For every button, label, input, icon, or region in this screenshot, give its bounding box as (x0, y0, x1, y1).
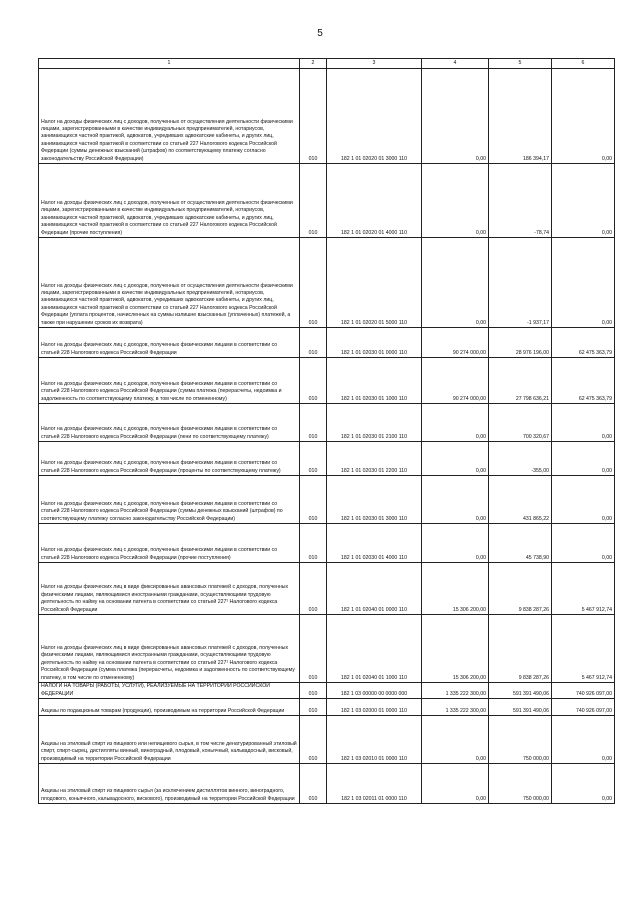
column-header: 5 (489, 59, 552, 69)
row-value-col4: 90 274 000,00 (422, 358, 489, 404)
row-line-code: 010 (300, 164, 327, 238)
row-value-col6: 0,00 (552, 442, 615, 476)
row-line-code: 010 (300, 615, 327, 683)
row-budget-code: 182 1 01 02020 01 4000 110 (327, 164, 422, 238)
row-value-col4: 0,00 (422, 716, 489, 764)
row-description: Налог на доходы физических лиц с доходов, полученных физическими лицами в соответствии со статьей 228 Налогового кодекса Российской Федерации (прочие поступления) (39, 524, 300, 563)
column-number-row (39, 59, 615, 69)
revenue-report-table (38, 58, 615, 804)
row-budget-code: 182 1 01 02040 01 0000 110 (327, 563, 422, 615)
row-value-col4: 0,00 (422, 238, 489, 328)
row-value-col5: -78,74 (489, 164, 552, 238)
table-row (39, 358, 615, 404)
row-budget-code: 182 1 03 02000 01 0000 110 (327, 699, 422, 716)
row-value-col6: 740 926 097,00 (552, 683, 615, 699)
table-row (39, 716, 615, 764)
row-value-col4: 1 335 222 300,00 (422, 699, 489, 716)
row-value-col4: 15 306 200,00 (422, 563, 489, 615)
row-value-col5: 431 865,22 (489, 476, 552, 524)
row-budget-code: 182 1 01 02030 01 4000 110 (327, 524, 422, 563)
row-value-col5: 591 391 490,06 (489, 683, 552, 699)
row-description: Налог на доходы физических лиц с доходов, полученных физическими лицами в соответствии со статьей 228 Налогового кодекса Российской Федерации (39, 328, 300, 358)
table-row (39, 524, 615, 563)
row-value-col5: -1 937,17 (489, 238, 552, 328)
row-description: Налог на доходы физических лиц с доходов, полученных физическими лицами в соответствии со статьей 228 Налогового кодекса Российской Федерации (проценты по соответствующему платежу) (39, 442, 300, 476)
row-value-col4: 0,00 (422, 164, 489, 238)
row-description: Налог на доходы физических лиц с доходов, полученных физическими лицами в соответствии со статьей 228 Налогового кодекса Российской Федерации (сумма платежа (перерасчеты, недоимка и задолженность по соответствующему платежу, в том числе по отмененному) (39, 358, 300, 404)
row-value-col6: 5 467 912,74 (552, 615, 615, 683)
row-line-code: 010 (300, 699, 327, 716)
row-value-col6: 740 926 097,00 (552, 699, 615, 716)
row-value-col4: 90 274 000,00 (422, 328, 489, 358)
row-value-col4: 0,00 (422, 442, 489, 476)
row-value-col5: 700 320,67 (489, 404, 552, 442)
row-value-col6: 0,00 (552, 69, 615, 164)
row-budget-code: 182 1 01 02020 01 5000 110 (327, 238, 422, 328)
row-value-col6: 0,00 (552, 164, 615, 238)
row-description: Налог на доходы физических лиц с доходов, полученных от осуществления деятельности физическими лицами, зарегистрированными в качестве индивидуальных предпринимателей, нотариусов, занимающихся частной практикой, адвокатов, учредивших адвокатские кабинеты, и других лиц, занимающихся частной практикой в соответствии со статьей 227 Налогового кодекса Российской Федерации (суммы денежных взысканий (штрафов) по соответствующему платежу согласно законодательству Российской Федерации) (39, 69, 300, 164)
table-row (39, 238, 615, 328)
row-line-code: 010 (300, 683, 327, 699)
row-description: Акцизы по подакцизным товарам (продукции), производимым на территории Российской Федерации (39, 699, 300, 716)
row-budget-code: 182 1 01 02020 01 3000 110 (327, 69, 422, 164)
row-budget-code: 182 1 01 02030 01 1000 110 (327, 358, 422, 404)
table-row (39, 328, 615, 358)
table-row (39, 404, 615, 442)
column-header: 6 (552, 59, 615, 69)
row-budget-code: 182 1 01 02030 01 0000 110 (327, 328, 422, 358)
row-value-col6: 62 475 363,79 (552, 328, 615, 358)
row-value-col4: 15 306 200,00 (422, 615, 489, 683)
row-value-col4: 1 335 222 300,00 (422, 683, 489, 699)
table-row (39, 164, 615, 238)
table-row (39, 476, 615, 524)
row-description: НАЛОГИ НА ТОВАРЫ (РАБОТЫ, УСЛУГИ), РЕАЛИЗУЕМЫЕ НА ТЕРРИТОРИИ РОССИЙСКОЙ ФЕДЕРАЦИИ (39, 683, 300, 699)
row-description: Акцизы на этиловый спирт из пищевого или непищевого сырья, в том числе денатурированный этиловый спирт, спирт-сырец, дистилляты винный, виноградный, плодовый, коньячный, кальвадосный, висковый, производимый на территории Российской Федерации (39, 716, 300, 764)
row-description: Налог на доходы физических лиц с доходов, полученных физическими лицами в соответствии со статьей 228 Налогового кодекса Российской Федерации (пени по соответствующему платежу) (39, 404, 300, 442)
row-value-col5: 186 394,17 (489, 69, 552, 164)
table-row (39, 699, 615, 716)
row-description: Налог на доходы физических лиц в виде фиксированных авансовых платежей с доходов, полученных физическими лицами, являющимися иностранными гражданами, осуществляющими трудовую деятельность по найму на основании патента в соответствии со статьей 227¹ Налогового кодекса Российской Федерации (сумма платежа (перерасчеты, недоимка и задолженность по соответствующему платежу, в том числе по отмененному) (39, 615, 300, 683)
row-description: Налог на доходы физических лиц с доходов, полученных от осуществления деятельности физическими лицами, зарегистрированными в качестве индивидуальных предпринимателей, нотариусов, занимающихся частной практикой, адвокатов, учредивших адвокатские кабинеты, и других лиц, занимающихся частной практикой в соответствии со статьей 227 Налогового кодекса Российской Федерации (уплата процентов, начисленных на суммы излишне взысканных (уплаченных) платежей, а также при нарушении сроков их возврата) (39, 238, 300, 328)
row-value-col6: 0,00 (552, 764, 615, 804)
row-budget-code: 182 1 01 02030 01 3000 110 (327, 476, 422, 524)
row-value-col4: 0,00 (422, 524, 489, 563)
row-value-col6: 0,00 (552, 238, 615, 328)
row-value-col4: 0,00 (422, 476, 489, 524)
row-line-code: 010 (300, 764, 327, 804)
row-line-code: 010 (300, 442, 327, 476)
row-value-col6: 0,00 (552, 476, 615, 524)
table-row (39, 764, 615, 804)
row-value-col6: 5 467 912,74 (552, 563, 615, 615)
page-number: 5 (317, 28, 323, 39)
row-description: Налог на доходы физических лиц в виде фиксированных авансовых платежей с доходов, полученных физическими лицами, являющимися иностранными гражданами, осуществляющими трудовую деятельность по найму на основании патента в соответствии со статьей 227¹ Налогового кодекса Российской Федерации (39, 563, 300, 615)
row-line-code: 010 (300, 328, 327, 358)
row-description: Налог на доходы физических лиц с доходов, полученных физическими лицами в соответствии со статьей 228 Налогового кодекса Российской Федерации (суммы денежных взысканий (штрафов) по соответствующему платежу согласно законодательству Российской Федерации) (39, 476, 300, 524)
row-description: Акцизы на этиловый спирт из пищевого сырья (за исключением дистиллятов винного, виноградного, плодового, коньячного, кальвадосного, вискового), производимый на территории Российской Федерации (39, 764, 300, 804)
row-value-col5: 27 798 636,21 (489, 358, 552, 404)
row-budget-code: 182 1 03 02010 01 0000 110 (327, 716, 422, 764)
row-value-col4: 0,00 (422, 764, 489, 804)
row-value-col4: 0,00 (422, 69, 489, 164)
row-budget-code: 182 1 01 02030 01 2100 110 (327, 404, 422, 442)
row-line-code: 010 (300, 524, 327, 563)
row-budget-code: 182 1 03 02011 01 0000 110 (327, 764, 422, 804)
row-value-col5: 9 838 287,26 (489, 563, 552, 615)
row-budget-code: 182 1 01 02040 01 1000 110 (327, 615, 422, 683)
row-value-col6: 0,00 (552, 404, 615, 442)
table-row (39, 683, 615, 699)
row-line-code: 010 (300, 476, 327, 524)
row-value-col5: 9 838 287,26 (489, 615, 552, 683)
table-row (39, 615, 615, 683)
column-header: 4 (422, 59, 489, 69)
row-budget-code: 182 1 03 00000 00 0000 000 (327, 683, 422, 699)
row-budget-code: 182 1 01 02030 01 2200 110 (327, 442, 422, 476)
row-line-code: 010 (300, 238, 327, 328)
row-line-code: 010 (300, 69, 327, 164)
column-header: 3 (327, 59, 422, 69)
row-value-col5: 591 391 490,06 (489, 699, 552, 716)
row-value-col5: 750 000,00 (489, 764, 552, 804)
row-value-col5: 750 000,00 (489, 716, 552, 764)
row-value-col6: 0,00 (552, 716, 615, 764)
row-line-code: 010 (300, 716, 327, 764)
row-value-col5: -355,00 (489, 442, 552, 476)
table-row (39, 442, 615, 476)
row-value-col6: 0,00 (552, 524, 615, 563)
column-header: 1 (39, 59, 300, 69)
table-row (39, 69, 615, 164)
table-row (39, 563, 615, 615)
row-description: Налог на доходы физических лиц с доходов, полученных от осуществления деятельности физическими лицами, зарегистрированными в качестве индивидуальных предпринимателей, нотариусов, занимающихся частной практикой, адвокатов, учредивших адвокатские кабинеты, и других лиц, занимающихся частной практикой в соответствии со статьей 227 Налогового кодекса Российской Федерации (прочие поступления) (39, 164, 300, 238)
row-value-col4: 0,00 (422, 404, 489, 442)
row-line-code: 010 (300, 358, 327, 404)
row-line-code: 010 (300, 404, 327, 442)
column-header: 2 (300, 59, 327, 69)
row-value-col6: 62 475 363,79 (552, 358, 615, 404)
row-line-code: 010 (300, 563, 327, 615)
row-value-col5: 45 738,90 (489, 524, 552, 563)
row-value-col5: 28 976 196,00 (489, 328, 552, 358)
